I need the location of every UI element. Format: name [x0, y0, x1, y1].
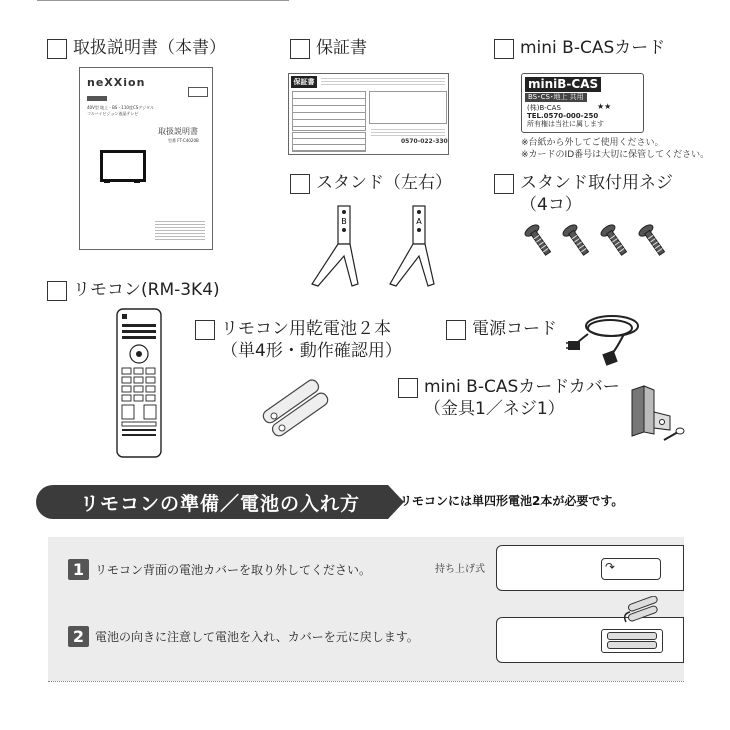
checkbox[interactable] — [494, 39, 514, 59]
item-label: リモコン(RM-3K4) — [73, 280, 220, 300]
cover-subtitle: 40V型 地上・BS・110度CSデジタル — [87, 105, 155, 110]
item-label: 電源コード — [472, 319, 557, 339]
check-item-remote[interactable] — [47, 279, 220, 301]
warranty-phone: 0570-022-330 — [401, 138, 448, 145]
bcas-note: ※台紙から外してご使用ください。 — [521, 138, 664, 148]
checkbox[interactable] — [47, 281, 67, 301]
item-label: 保証書 — [316, 38, 367, 58]
bcas-company: (株)B-CAS — [527, 104, 561, 112]
batteries-illustration — [258, 378, 342, 438]
check-item-batteries[interactable] — [195, 318, 402, 362]
bcas-note: ※カードのID番号は大切に保管してください。 — [521, 150, 710, 160]
stand-label-b: B — [341, 217, 347, 226]
badge — [188, 87, 208, 97]
check-item-warranty[interactable] — [290, 37, 367, 59]
lift-arrow-icon: ↷ — [605, 560, 616, 574]
section-note: リモコンには単四形電池2本が必要です。 — [400, 494, 624, 508]
manual-illustration — [79, 67, 213, 250]
tv-foot — [104, 181, 110, 183]
section-banner — [36, 485, 388, 519]
bcas-card-name: miniB-CAS — [525, 77, 601, 92]
item-label-sub: （単4形・動作確認用） — [221, 341, 402, 361]
step-2 — [68, 626, 419, 647]
checkbox[interactable] — [290, 39, 310, 59]
cover-model: 型番 FT-C4020B — [168, 138, 199, 143]
stand-illustration — [300, 200, 450, 290]
step-1 — [68, 559, 371, 580]
item-label: スタンド（左右） — [316, 173, 452, 193]
check-item-screws[interactable] — [494, 172, 673, 216]
remote-back-1 — [496, 545, 684, 591]
bcas-card-tag: BS･CS･地上 共用 — [525, 93, 587, 102]
bcas-cover-illustration — [628, 382, 692, 454]
checkbox[interactable] — [195, 320, 215, 340]
item-label: リモコン用乾電池２本 — [221, 319, 391, 339]
cover-subtitle: フルハイビジョン液晶テレビ — [87, 111, 139, 116]
item-label: mini B-CASカードカバー — [424, 377, 620, 397]
step-number: 2 — [68, 626, 89, 647]
item-label-sub: （金具1／ネジ1） — [424, 399, 565, 419]
checkbox[interactable] — [494, 174, 514, 194]
check-item-stand[interactable] — [290, 172, 452, 194]
battery-cell — [607, 641, 657, 649]
warranty-label: 保証書 — [291, 76, 317, 88]
check-item-bcas-cover[interactable] — [398, 376, 620, 420]
section-title: リモコンの準備／電池の入れ方 — [80, 493, 361, 515]
bcas-tel: TEL.0570-000-250 — [527, 112, 599, 120]
checkbox[interactable] — [290, 174, 310, 194]
cover-title: 取扱説明書 — [158, 127, 198, 136]
screws-illustration — [520, 220, 680, 270]
power-cord-illustration — [566, 308, 646, 368]
step-1-aside: 持ち上げ式 — [435, 564, 485, 575]
step-number: 1 — [68, 559, 89, 580]
item-label: 取扱説明書（本書） — [73, 38, 226, 58]
stand-label-a: A — [416, 217, 422, 226]
check-item-power-cord[interactable] — [446, 318, 557, 340]
fine-print — [155, 219, 205, 241]
checkbox[interactable] — [446, 320, 466, 340]
tv-icon — [100, 150, 146, 182]
step-text: リモコン背面の電池カバーを取り外してください。 — [95, 563, 372, 577]
tv-foot — [134, 181, 140, 183]
form-table — [292, 132, 366, 152]
star-icon: ★★ — [597, 102, 612, 111]
check-item-manual[interactable] — [47, 37, 226, 59]
bcas-owner: 所有権は当社に属します — [527, 120, 604, 128]
checkbox[interactable] — [47, 39, 67, 59]
step-text: 電池の向きに注意して電池を入れ、カバーを元に戻します。 — [95, 630, 419, 644]
bottom-divider — [48, 681, 684, 682]
fine-print — [321, 76, 445, 86]
inserting-batteries-icon — [618, 596, 668, 626]
tag-bar — [87, 96, 107, 101]
checkbox[interactable] — [398, 378, 418, 398]
item-label: mini B-CASカード — [520, 38, 666, 58]
form-box — [369, 91, 447, 124]
brand-logo: neXXion — [87, 76, 146, 89]
bcas-card — [521, 73, 644, 133]
fine-print — [371, 127, 445, 137]
top-rule — [37, 0, 289, 1]
item-label: スタンド取付用ネジ — [520, 173, 673, 193]
warranty-illustration — [288, 73, 449, 155]
item-label-sub: （4コ） — [520, 195, 582, 215]
form-table — [292, 91, 366, 131]
check-item-bcas[interactable] — [494, 37, 665, 59]
battery-cell — [607, 632, 657, 640]
remote-illustration — [115, 308, 163, 458]
